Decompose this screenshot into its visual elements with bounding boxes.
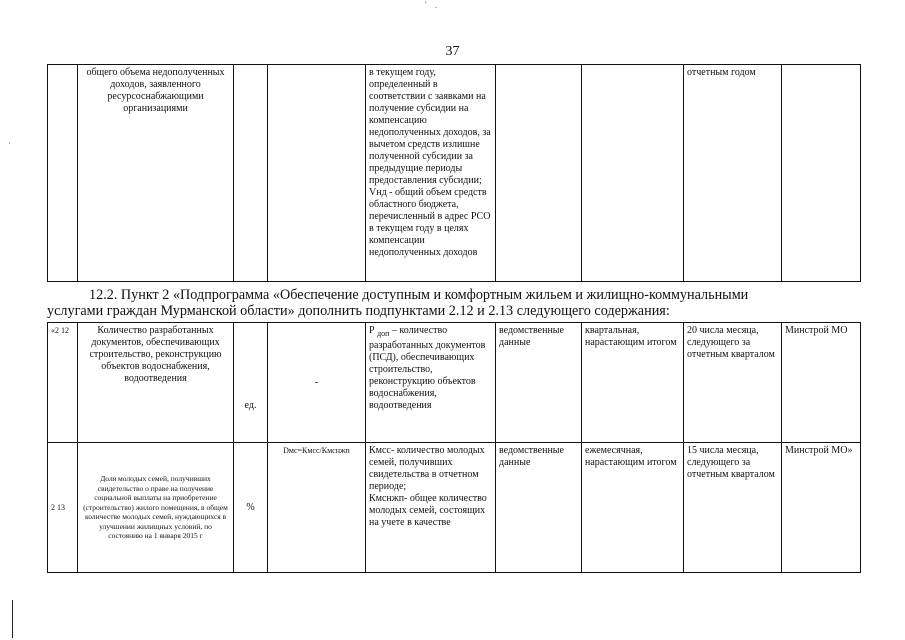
- indicator-name-cell: общего объема недополученных доходов, заявленного ресурсоснабжающими организациями: [78, 65, 234, 282]
- paragraph-line-2: услугами граждан Мурманской области» дополнить подпунктами 2.12 и 2.13 следующего содержания:: [47, 303, 670, 319]
- periodicity: ежемесячная, нарастающим итогом: [582, 443, 684, 573]
- periodicity: квартальная, нарастающим итогом: [582, 323, 684, 443]
- indicator-name: Доля молодых семей, получивших свидетельство о праве на получение социальной выплаты на приобретение (строительство) жилого помещения, в общем количестве молодых семей, нуждающихся в улучшении жилищных условий, по состоянию на 1 января 2015 г: [78, 443, 234, 573]
- table-row: [48, 443, 861, 573]
- desc-prefix: Р: [369, 325, 375, 336]
- cell-unit: [234, 65, 268, 282]
- desc-subscript: доп: [377, 329, 390, 338]
- margin-mark: ·: [8, 138, 11, 148]
- data-source: ведомственные данные: [496, 323, 582, 443]
- indicators-table: [47, 322, 861, 573]
- indicator-name: Количество разработанных документов, обеспечивающих строительство, реконструкцию объектов водоснабжения, водоотведения: [78, 323, 234, 443]
- cell-source: [496, 65, 582, 282]
- unit: %: [234, 443, 268, 573]
- formula-description: Кмсс- количество молодых семей, получивших свидетельства в отчетном периоде; Кмснжп- общее количество молодых семей, состоящих на учете в качестве: [366, 443, 496, 573]
- table-row: [48, 323, 861, 443]
- margin-line: [12, 600, 13, 638]
- paragraph-line-1: 12.2. Пункт 2 «Подпрограмма «Обеспечение доступным и комфортным жильем и жилищно-коммунальными: [89, 287, 749, 303]
- cell-responsible: [782, 65, 861, 282]
- responsible: Минстрой МО: [782, 323, 861, 443]
- deadline: 20 числа месяца, следующего за отчетным кварталом: [684, 323, 782, 443]
- formula: Dмс=Кмсс/Кмснжп: [268, 443, 366, 573]
- unit: ед.: [234, 323, 268, 443]
- deadline: 15 числа месяца, следующего за отчетным кварталом: [684, 443, 782, 573]
- row-number: «2 12: [48, 323, 78, 443]
- cell-formula: [268, 65, 366, 282]
- page-number: 37: [445, 44, 460, 59]
- top-marks: ' .: [425, 0, 441, 10]
- cell-periodicity: [582, 65, 684, 282]
- row-number: 2 13: [48, 443, 78, 573]
- continued-table: [47, 64, 861, 282]
- desc-text: – количество разработанных документов (ПСД), обеспечивающих строительство, реконструкцию объектов водоснабжения, водоотведения: [369, 325, 486, 411]
- deadline-cell: отчетным годом: [684, 65, 782, 282]
- responsible: Минстрой МО»: [782, 443, 861, 573]
- data-source: ведомственные данные: [496, 443, 582, 573]
- formula-description-cell: в текущем году, определенный в соответствии с заявками на получение субсидии на компенсацию недополученных доходов, за вычетом средств излишне полученной субсидии за предыдущие периоды предоставления субсидии; Vнд - общий объем средств областного бюджета, перечисленный в адрес РСО в текущем году в целях компенсации недополученных доходов: [366, 65, 496, 282]
- formula-description: [366, 323, 496, 443]
- formula: -: [268, 323, 366, 443]
- cell-num: [48, 65, 78, 282]
